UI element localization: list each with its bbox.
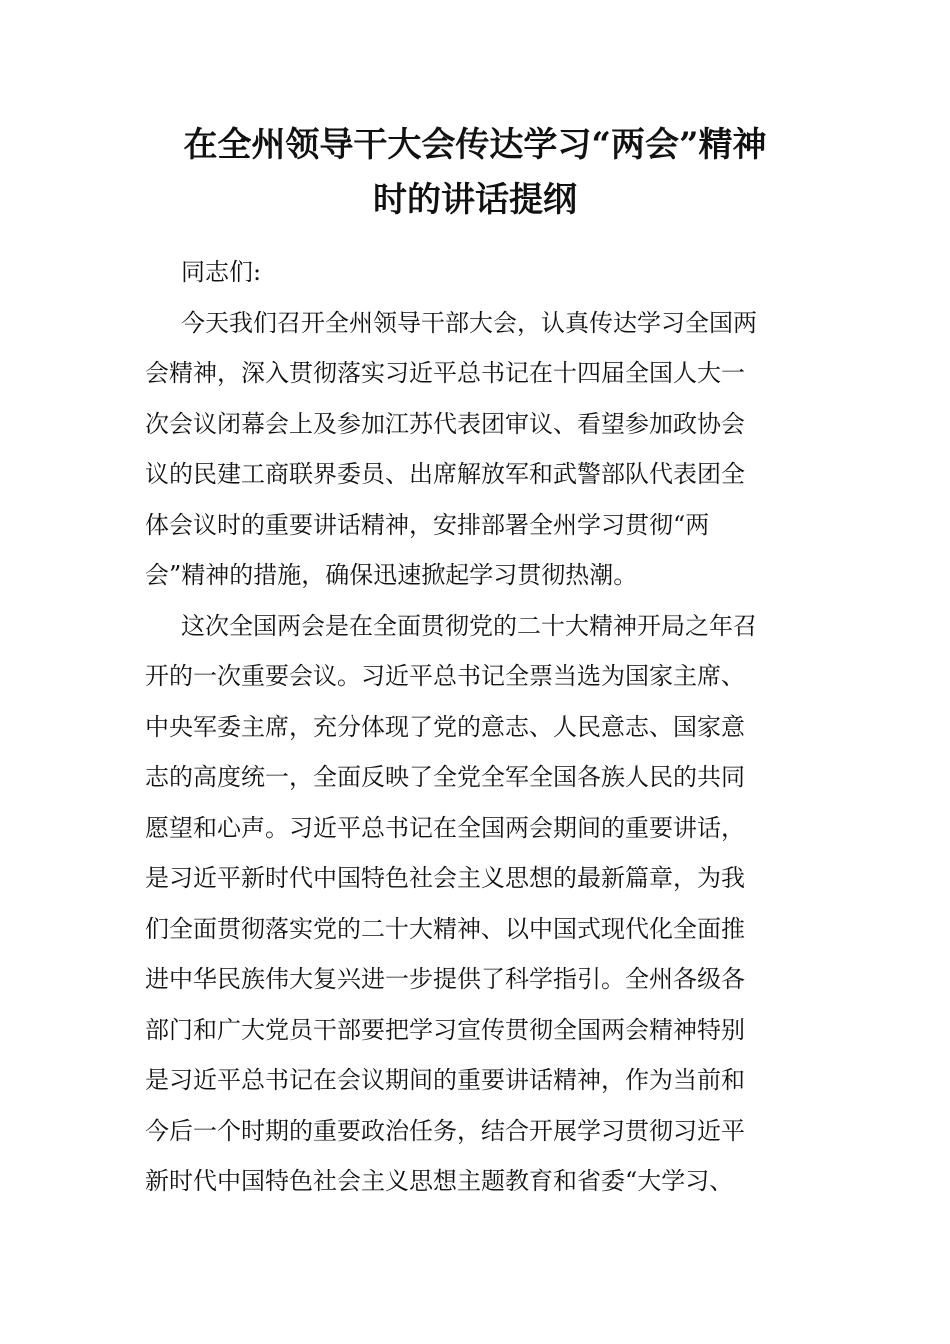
- paragraph-line: 中央军委主席，充分体现了党的意志、人民意志、国家意: [145, 712, 745, 741]
- paragraph-line: 体会议时的重要讲话精神，安排部署全州学习贯彻“两: [145, 510, 710, 539]
- paragraph-1: [145, 298, 805, 601]
- paragraph-line: 志的高度统一，全面反映了全党全军全国各族人民的共同: [145, 763, 745, 791]
- paragraph-line: 会精神，深入贯彻落实习近平总书记在十四届全国人大一: [145, 359, 745, 387]
- paragraph-line: 新时代中国特色社会主义思想主题教育和省委“大学习、: [145, 1167, 734, 1195]
- paragraph-line: 们全面贯彻落实党的二十大精神、以中国式现代化全面推: [145, 914, 745, 943]
- paragraph-line: 进中华民族伟大复兴进一步提供了科学指引。全州各级各: [145, 965, 745, 993]
- title-line-1: 在全州领导干大会传达学习“两会”精神: [183, 125, 767, 165]
- paragraph-line: 开的一次重要会议。习近平总书记全票当选为国家主席、: [145, 662, 745, 690]
- paragraph-line: 部门和广大党员干部要把学习宣传贯彻全国两会精神特别: [145, 1015, 745, 1044]
- paragraph-line: 是习近平总书记在会议期间的重要讲话精神，作为当前和: [145, 1066, 745, 1094]
- document-title: [120, 118, 830, 228]
- paragraph-line: 是习近平新时代中国特色社会主义思想的最新篇章，为我: [145, 864, 745, 892]
- paragraph-line: 会”精神的措施，确保迅速掀起学习贯彻热潮。: [145, 561, 638, 589]
- paragraph-line: 次会议闭幕会上及参加江苏代表团审议、看望参加政协会: [145, 409, 745, 438]
- document-body: [145, 247, 805, 1207]
- paragraph-2: [145, 601, 805, 1207]
- salutation: 同志们:: [181, 258, 262, 286]
- paragraph-line: 议的民建工商联界委员、出席解放军和武警部队代表团全: [145, 460, 745, 488]
- paragraph-line: 今后一个时期的重要政治任务，结合开展学习贯彻习近平: [145, 1116, 745, 1145]
- paragraph-line: 这次全国两会是在全面贯彻党的二十大精神开局之年召: [181, 611, 757, 640]
- title-line-2: 时的讲话提纲: [373, 180, 577, 220]
- paragraph-line: 愿望和心声。习近平总书记在全国两会期间的重要讲话，: [145, 813, 745, 842]
- paragraph-line: 今天我们召开全州领导干部大会，认真传达学习全国两: [181, 308, 757, 337]
